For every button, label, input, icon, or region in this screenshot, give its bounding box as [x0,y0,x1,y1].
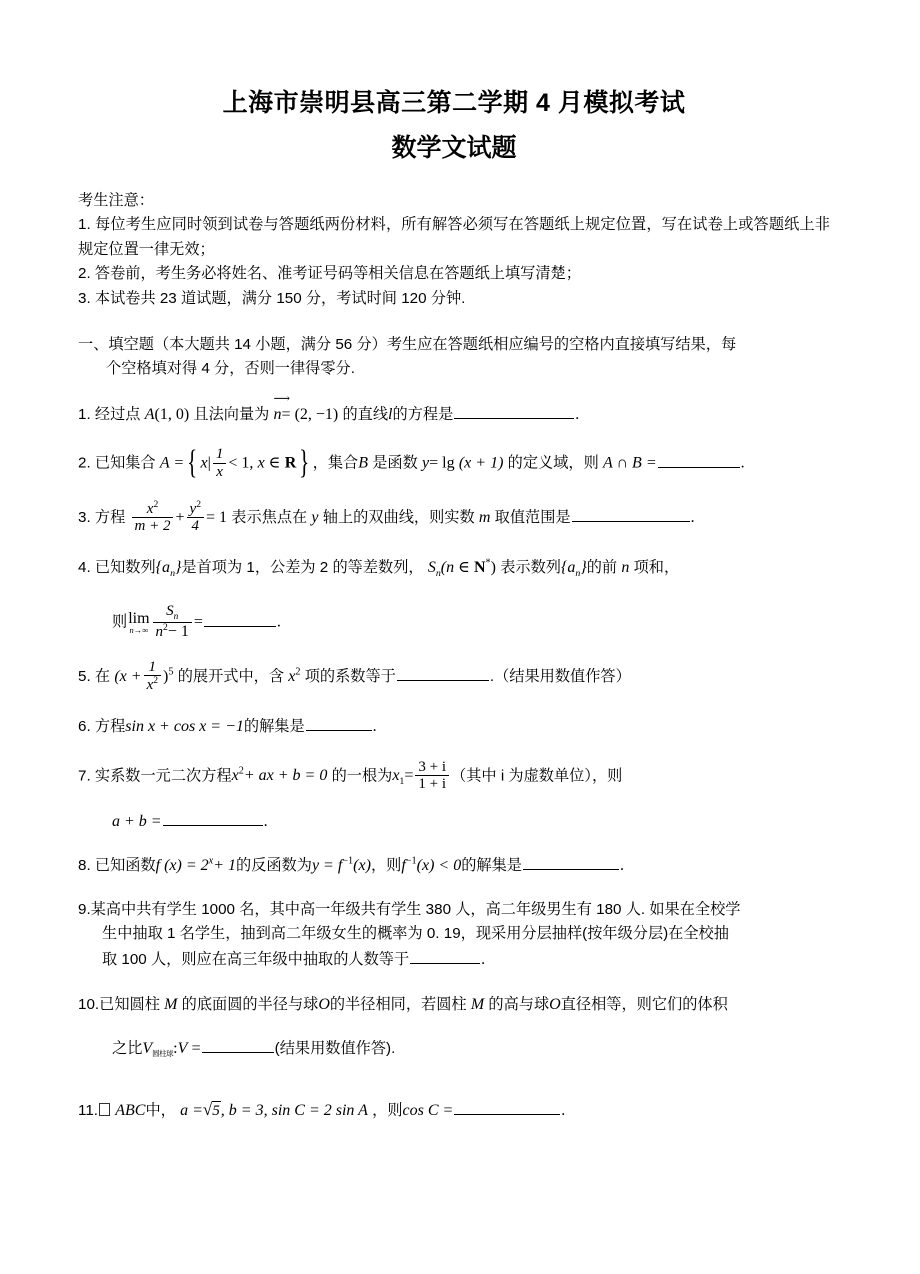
question-11-math-triangle-abc: ABC [115,1101,146,1119]
question-5 [78,660,830,694]
question-1-math-normal-vector: ⟶ n [273,392,291,423]
question-8-math-inverse: $y = f^{-1}(x)$ [311,855,371,874]
question-7-answer-blank[interactable] [163,810,263,825]
notice-item-1: 1. 每位考生应同时领到试卷与答题纸两份材料，所有解答必须写在答题纸上规定位置，写在试卷上或答题纸上非规定位置一律无效； [78,216,830,258]
question-11-number: 11. [78,1101,98,1119]
question-10-line-2 [78,1036,830,1062]
question-4-math-sequence: $\{a_n\}$ [155,559,182,580]
question-4 [78,555,830,641]
fraction-numerator: 3 + i [418,758,447,775]
question-9-period: . [481,950,486,968]
question-8-math-inequality: $f^{-1}(x) < 0$ [401,855,462,874]
question-4-math-Sn: $S_n$ [427,559,441,580]
question-1-answer-blank[interactable] [454,403,574,418]
question-7-fraction [415,759,449,792]
question-2-math-y: y [422,455,430,473]
question-6-period: . [372,717,377,735]
question-2-math-bar: | [207,455,211,473]
question-5-fraction [144,659,161,693]
section-heading-line2: 个空格填对得 4 分，否则一律得零分. [106,360,355,378]
question-5-text-1: 在 [94,667,111,685]
question-10-line2-text-2: (结果用数值作答). [274,1039,396,1057]
page-title: 上海市崇明县高三第二学期 4 月模拟考试 [222,89,686,117]
question-2-text-2: ，集合 [312,455,359,473]
question-7-text-3: （其中 i 为虚数单位），则 [451,767,623,785]
question-10-text-1: 已知圆柱 [99,996,160,1014]
left-brace-icon: { [187,443,198,481]
question-2-period: . [740,455,745,473]
question-2-text-4: 的定义域，则 [507,455,599,473]
limit-subscript: n→∞ [129,625,149,636]
question-2-number: 2. [78,455,91,473]
question-11-answer-blank[interactable] [454,1099,560,1114]
question-5-number: 5. [78,667,91,685]
question-4-line2-text: 则 [112,613,128,631]
question-4-equals: = [193,613,203,631]
question-8-text-4: 的解集是 [461,856,522,874]
question-8-math-function: f $(x) = 2^x+ 1$ [155,855,236,874]
section-heading-line1: 一、填空题（本大题共 14 小题，满分 56 分）考生应在答题纸相应编号的空格内直接填写结果，每 [78,335,737,353]
fraction-denominator: $n^2- 1$ [153,622,192,640]
question-1 [78,392,830,428]
question-1-period: . [575,405,580,423]
question-2-answer-blank[interactable] [658,453,740,468]
question-2-math-x: x [200,455,208,473]
question-1-text-3: 的直线 [342,405,389,423]
question-7-math-a-plus-b: a + b = [112,812,162,830]
question-11-text-2: ，则 [372,1101,403,1119]
question-9-line-3 [78,947,830,973]
question-9-answer-blank[interactable] [410,948,480,963]
question-3-text-3: 轴上的双曲线，则实数 [322,509,475,527]
question-7-number: 7. [78,767,91,785]
section-heading-fill-in-blanks [78,333,830,382]
square-root-icon: √5 [202,1099,220,1119]
question-3-equals-one: = 1 [205,509,228,527]
volume-subscript: 圆柱球 [152,1048,174,1058]
question-5-math-x-squared: $x^2$ [288,666,301,685]
notice-item-2: 2. 答卷前，考生务必将姓名、准考证号码等相关信息在答题纸上填写清楚； [78,265,581,283]
question-2 [78,443,830,481]
question-4-math-sequence-2: $\{a_n\}$ [560,559,587,580]
question-1-text-4: 的方程是 [392,405,454,423]
question-10-text-3: 的半径相同，若圆柱 [329,996,467,1014]
question-5-text-3: 项的系数等于 [304,667,396,685]
fraction-numerator: 1 [215,446,224,463]
question-9-line-2: 生中抽取 1 名学生，抽到高二年级女生的概率为 0. 19，现采用分层抽样(按年级分层)在全校抽 [102,925,729,943]
question-9-number: 9. [78,901,91,919]
question-4-math-n-in-N: (n ∈ N*) [440,557,496,577]
fraction-numerator: $S_n$ [166,603,179,623]
question-5-math-open: (x + [114,667,142,685]
question-11-math-cos-C: cos C = [402,1101,454,1119]
question-4-text-4: 的前 [586,559,618,577]
page-subtitle: 数学文试题 [391,134,517,163]
question-1-math-point: (1, 0) [154,405,190,423]
question-8-number: 8. [78,856,91,874]
question-2-math-inequality: < 1, [228,455,254,473]
notice-heading: 考生注意： [78,191,154,209]
question-10-math-sphere-O2: O [549,996,561,1014]
question-2-math-lg-arg: (x + 1) [458,455,504,473]
question-10-text-4: 的高与球 [488,996,550,1014]
candidate-notice [78,189,830,312]
question-4-answer-blank[interactable] [204,612,276,627]
question-11-period: . [561,1101,566,1119]
question-2-math-intersection: A ∩ B = [603,455,657,473]
question-11-math-rest: , b = 3, sin C = 2 sin A [220,1101,368,1119]
question-2-fraction [213,446,227,479]
question-8-answer-blank[interactable] [523,854,619,869]
fraction-denominator: x [213,463,227,480]
question-2-math-set-B: B [358,455,368,473]
question-7-line-2 [78,809,830,835]
question-7 [78,760,830,835]
question-3-math-y: y [311,509,319,527]
question-1-number: 1. [78,405,91,423]
question-2-math-lg: = lg [429,455,455,473]
fraction-numerator: $y^2$ [189,498,201,517]
question-7-text-2: 的一根为 [331,767,393,785]
question-6-answer-blank[interactable] [306,716,372,731]
right-brace-icon: } [299,443,310,481]
limit-operator [128,611,149,635]
question-7-text-1: 实系数一元二次方程 [94,767,232,785]
question-6-math-equation: sin x + cos x = −1 [125,717,244,735]
question-1-text-2: 且法向量为 [193,405,270,423]
question-9-line-1: 某高中共有学生 1000 名，其中高一年级共有学生 380 人，高二年级男生有 180 人. 如果在全校学 [90,901,741,919]
question-8-text-3: ，则 [370,856,402,874]
question-2-text-3: 是函数 [372,455,418,473]
question-7-math-quadratic: $x^2+$ ax + b = 0 [231,765,328,785]
question-10-text-5: 直径相等，则它们的体积 [560,996,728,1014]
question-1-math-line: l [388,405,393,423]
question-11-math-side-a: a = [180,1101,203,1119]
question-1-math-vector-value: = (2, −1) [281,405,339,423]
fraction-denominator: m + 2 [132,517,174,534]
fraction-numerator: $x^2$ [146,498,159,517]
question-10-math-sphere-O: O [318,996,330,1014]
question-5-text-4: .（结果用数值作答） [489,667,631,685]
question-5-text-2: 的展开式中，含 [177,667,285,685]
question-10-answer-blank[interactable] [202,1037,274,1052]
triangle-missing-glyph-icon [99,1103,110,1116]
question-5-math-close: )$^5$ [163,666,174,685]
question-4-text-3: 表示数列 [500,559,561,577]
question-11 [78,1096,830,1124]
question-4-text-2: 是首项为 1，公差为 2 的等差数列， [181,559,424,577]
question-3-answer-blank[interactable] [572,507,690,522]
question-4-text-5: 项和， [633,559,680,577]
question-10-line2-text-1: 之比 [112,1039,143,1057]
question-4-number: 4. [78,559,91,577]
fraction-denominator: $x^2$ [144,675,161,693]
question-10-equals: = [191,1039,201,1057]
question-6-text-2: 的解集是 [243,717,305,735]
question-8 [78,853,830,879]
question-2-math-reals: R [284,455,297,473]
question-4-line-2 [78,604,830,641]
question-3-plus: + [175,509,185,527]
question-1-text-1: 经过点 [94,405,141,423]
question-4-fraction [153,603,192,640]
question-8-text-1: 已知函数 [94,856,156,874]
fraction-numerator: 1 [148,658,157,675]
question-4-math-n: n [621,559,630,577]
question-7-period: . [263,812,268,830]
question-10-math-cylinder-M2: M [470,996,485,1014]
title-block [78,0,830,165]
question-3-number: 3. [78,509,91,527]
vector-arrow-icon: ⟶ [273,392,291,405]
question-3-text-4: 取值范围是 [494,509,571,527]
question-2-math-set-A: A = [159,455,185,473]
question-3-fraction-1 [132,500,174,534]
question-10-number: 10. [78,996,100,1014]
question-8-period: . [619,856,624,874]
question-1-math-A: A [144,405,155,423]
question-10-text-2: 的底面圆的半径与球 [181,996,319,1014]
question-9-line3-text: 取 100 人，则应在高三年级中抽取的人数等于 [102,950,410,968]
question-4-text-1: 已知数列 [94,559,156,577]
question-3-text-2: 表示焦点在 [231,509,308,527]
question-10 [78,992,830,1061]
question-2-math-x-in: x ∈ [257,455,281,473]
question-6-number: 6. [78,717,91,735]
question-10-math-cylinder-M: M [164,996,178,1014]
limit-op-label: lim [128,610,150,628]
question-11-text-1: 中， [145,1101,176,1119]
question-7-math-root: $x_1=$ [392,767,414,788]
question-3-text-1: 方程 [94,509,126,527]
fraction-denominator: 1 + i [415,775,449,792]
question-8-text-2: 的反函数为 [236,856,312,874]
question-2-text-1: 已知集合 [94,455,156,473]
question-3-period: . [690,509,695,527]
question-4-period: . [276,613,281,631]
question-10-math-volume-ratio: V圆柱球:V [142,1039,188,1058]
question-3-fraction-2 [187,500,204,534]
question-9 [78,898,830,972]
question-3-math-m: m [478,509,491,527]
notice-item-3: 3. 本试卷共 23 道试题，满分 150 分，考试时间 120 分钟. [78,290,466,307]
fraction-denominator: 4 [187,517,204,534]
question-6 [78,714,830,740]
question-3 [78,498,830,535]
question-5-answer-blank[interactable] [397,665,489,680]
question-6-text-1: 方程 [94,717,126,735]
